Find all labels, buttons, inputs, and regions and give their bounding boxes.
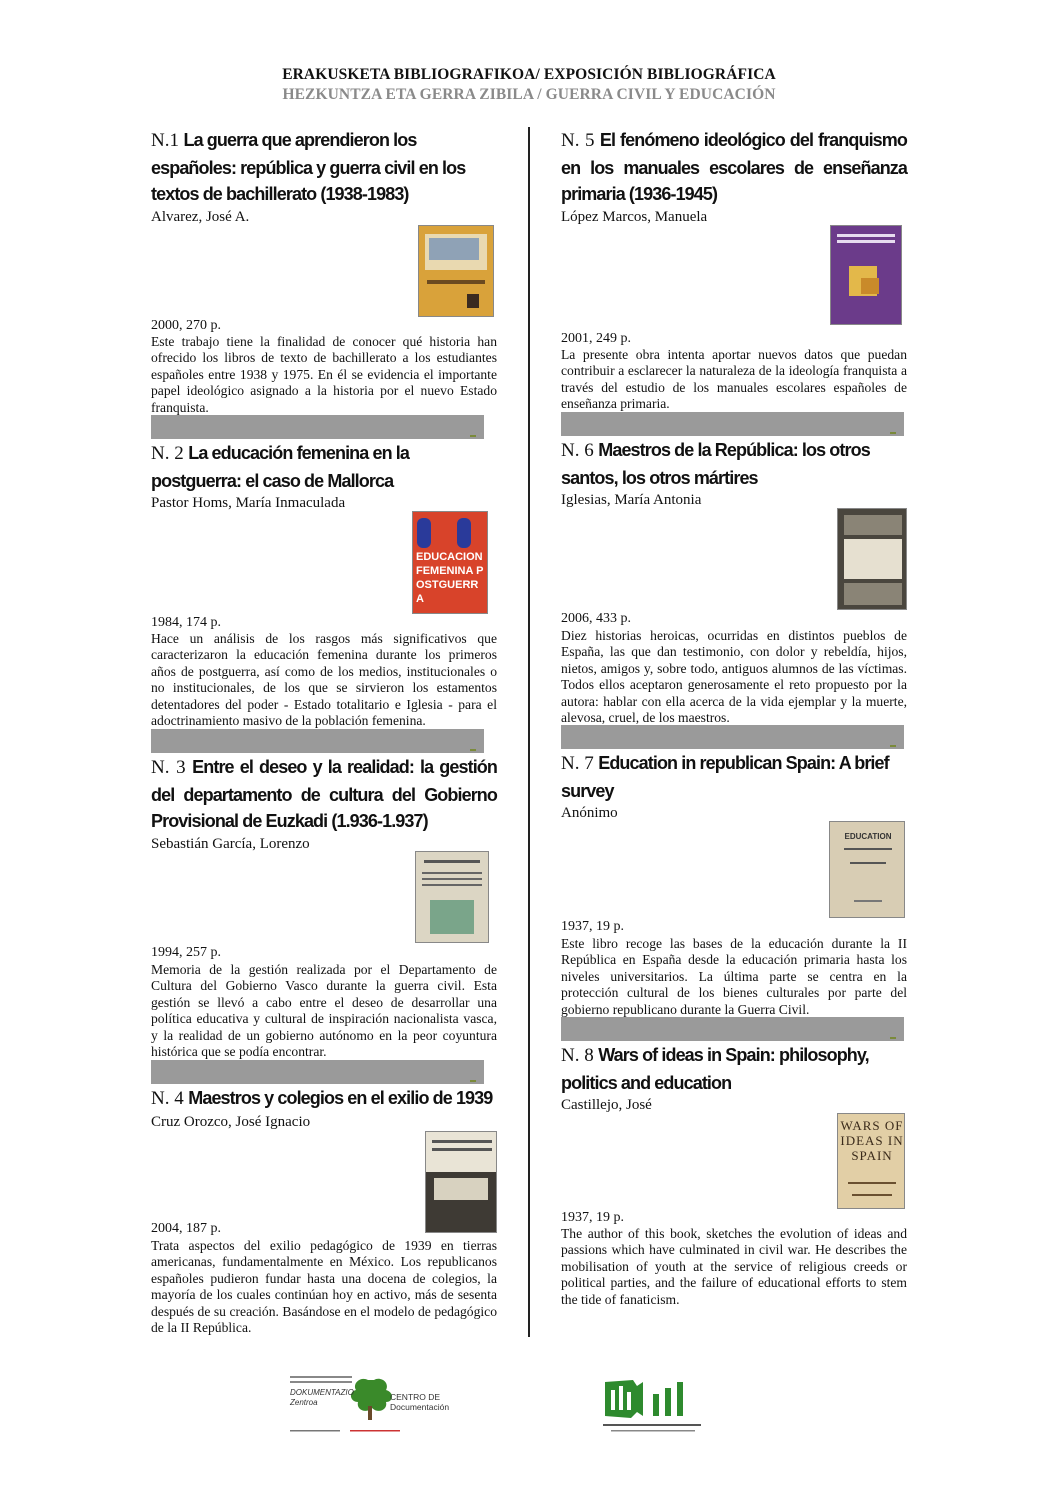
entry-number: N.1 [151, 130, 179, 151]
entry-description: Trata aspectos del exilio pedagógico de 1939 en tierras americanas, fundamentalmente en México. Los republicanos españoles pudieron fundar hasta una docena de colegios, la mayoría de los cuales continúan hoy en activo, más de sesenta después de su creación. Basándose en el modelo de pedagógico de la II República. [151, 1238, 497, 1336]
entry-year: 1937, 19 p. [561, 1210, 624, 1225]
separator-bar [151, 729, 484, 753]
entry-title [561, 127, 907, 208]
entry-year: 1994, 257 p. [151, 945, 221, 960]
book-cover-7 [829, 821, 905, 918]
entry-number: N. 8 [561, 1045, 594, 1066]
book-cover-8 [837, 1113, 905, 1209]
entry-description: Este trabajo tiene la finalidad de conocer qué historia han ofrecido los libros de texto de bachillerato a los estudiantes españoles entre 1938 y 1975. En él se evidencia el importante papel ideológico asignado a la historia por el nuevo Estado franquista. [151, 334, 497, 415]
cover-title-text: EDUCATION [844, 832, 892, 841]
entry-3 [151, 754, 497, 853]
entry-8 [561, 1042, 907, 1114]
entry-year: 2000, 270 p. [151, 318, 221, 333]
entry-description: The author of this book, sketches the evolution of ideas and passions which have culminated in civil war. He describes the mobilisation of youth at the service of religious creeds or political parties, and the failure of educational efforts to stem the tide of fanaticism. [561, 1226, 907, 1307]
book-cover-6 [837, 508, 907, 610]
entry-author: Sebastián García, Lorenzo [151, 835, 310, 852]
cover-title-text: WARS OF IDEAS IN SPAIN [840, 1118, 904, 1163]
entry-number: N. 3 [151, 757, 186, 778]
documentation-center-logo [290, 1372, 460, 1438]
entry-number: N. 2 [151, 443, 184, 464]
entry-title-text: Entre el deseo y la realidad: la gestión del departamento de cultura del Gobierno Provisional de Euzkadi (1.936-1.937) [151, 757, 497, 831]
entry-title [151, 754, 497, 835]
entry-author: Anónimo [561, 805, 618, 821]
entry-number: N. 7 [561, 753, 594, 774]
foundation-mark-icon [603, 1376, 703, 1438]
entry-title-text: La guerra que aprendieron los españoles: república y guerra civil en los textos de bachillerato (1938-1983) [151, 130, 466, 204]
entry-4 [151, 1085, 497, 1131]
header-title: ERAKUSKETA BIBLIOGRAFIKOA/ EXPOSICIÓN BIBLIOGRÁFICA [282, 66, 776, 83]
foundation-logo [603, 1376, 703, 1438]
entry-description: Diez historias heroicas, ocurridas en distintos pueblos de España, las que dan testimonio, con dolor y rebeldía, hijos, nietos, amigos y, sobre todo, antiguos alumnos de las víctimas. Todos ellos aceptaron generosamente el reto propuesto por la autora: hablar con ella acerca de la vida ejemplar y la muerte, alevosa, cruel, de los maestros. [561, 628, 907, 726]
logo-text-right: CENTRO DE Documentación [390, 1392, 450, 1412]
entry-title-text: Wars of ideas in Spain: philosophy, politics and education [561, 1045, 869, 1093]
book-cover-5 [830, 225, 902, 325]
cover-title-text: EDUCACION FEMENINA POSTGUERRA [416, 551, 484, 605]
separator-bar [151, 1060, 484, 1084]
book-cover-4 [425, 1131, 497, 1233]
entry-title-text: La educación femenina en la postguerra: el caso de Mallorca [151, 443, 410, 491]
entry-author: Pastor Homs, María Inmaculada [151, 495, 346, 511]
column-divider [528, 127, 530, 1337]
book-cover-1 [418, 225, 494, 317]
entry-author: Castillejo, José [561, 1097, 652, 1113]
logo-text-left: DOKUMENTAZIO Zentroa [290, 1388, 354, 1407]
entry-description: Hace un análisis de los rasgos más significativos que caracterizaron la educación femenina durante los primeros años de postguerra, así como de los medios, institucionales o no institucionales, de los que se sirvieron los estamentos detentadores del poder - Estado totalitario e Iglesia - para el adoctrinamiento masivo de la población femenina. [151, 631, 497, 729]
entry-title-text: Education in republican Spain: A brief survey [561, 753, 889, 801]
entry-title-text: Maestros y colegios en el exilio de 1939 [188, 1088, 493, 1108]
entry-author: López Marcos, Manuela [561, 208, 708, 225]
entry-author: Cruz Orozco, José Ignacio [151, 1113, 311, 1130]
entry-description: Este libro recoge las bases de la educación durante la II República en España desde la educación primaria hasta los niveles universitarios. La última parte se centra en la protección cultural de los bienes culturales por parte del gobierno republicano durante la Guerra Civil. [561, 936, 907, 1017]
separator-bar [561, 725, 904, 749]
book-cover-2 [412, 511, 488, 614]
entry-title-text: Maestros de la República: los otros santos, los otros mártires [561, 440, 870, 488]
book-cover-3 [415, 851, 489, 943]
entry-7 [561, 750, 907, 822]
entry-title [151, 1085, 497, 1113]
entry-title-text: El fenómeno ideológico del franquismo en los manuales escolares de enseñanza primaria (1936-1945) [561, 130, 907, 204]
entry-number: N. 5 [561, 130, 595, 151]
entry-description: Memoria de la gestión realizada por el Departamento de Cultura del Gobierno Vasco durante la guerra civil. Esta gestión se llevó a cabo entre el deseo de desarrollar una política educativa y cultural de inspiración nacionalista vasca, y la realidad de un gobierno autónomo en la peor coyuntura histórica que se podía encontrar. [151, 962, 497, 1060]
entry-number: N. 6 [561, 440, 594, 461]
separator-bar [151, 415, 484, 439]
entry-author: Alvarez, José A. [151, 208, 250, 225]
entry-5 [561, 127, 907, 226]
entry-title [151, 127, 497, 208]
entry-title [151, 440, 497, 494]
entry-6 [561, 437, 907, 509]
entry-2 [151, 440, 497, 512]
entry-year: 2006, 433 p. [561, 611, 631, 626]
entry-description: La presente obra intenta aportar nuevos datos que puedan contribuir a esclarecer la naturaleza de la ideología franquista a través del estudio de los manuales escolares españoles de enseñanza primaria. [561, 347, 907, 412]
entry-author: Iglesias, María Antonia [561, 492, 702, 508]
entry-year: 2004, 187 p. [151, 1221, 221, 1236]
entry-1 [151, 127, 497, 226]
entry-year: 2001, 249 p. [561, 331, 631, 346]
entry-year: 1984, 174 p. [151, 615, 221, 630]
entry-year: 1937, 19 p. [561, 919, 624, 934]
entry-title [561, 750, 907, 804]
entry-number: N. 4 [151, 1088, 184, 1109]
entry-title [561, 1042, 907, 1096]
separator-bar [561, 1017, 904, 1041]
entry-title [561, 437, 907, 491]
separator-bar [561, 412, 904, 436]
header-subtitle: HEZKUNTZA ETA GERRA ZIBILA / GUERRA CIVIL Y EDUCACIÓN [282, 86, 776, 103]
